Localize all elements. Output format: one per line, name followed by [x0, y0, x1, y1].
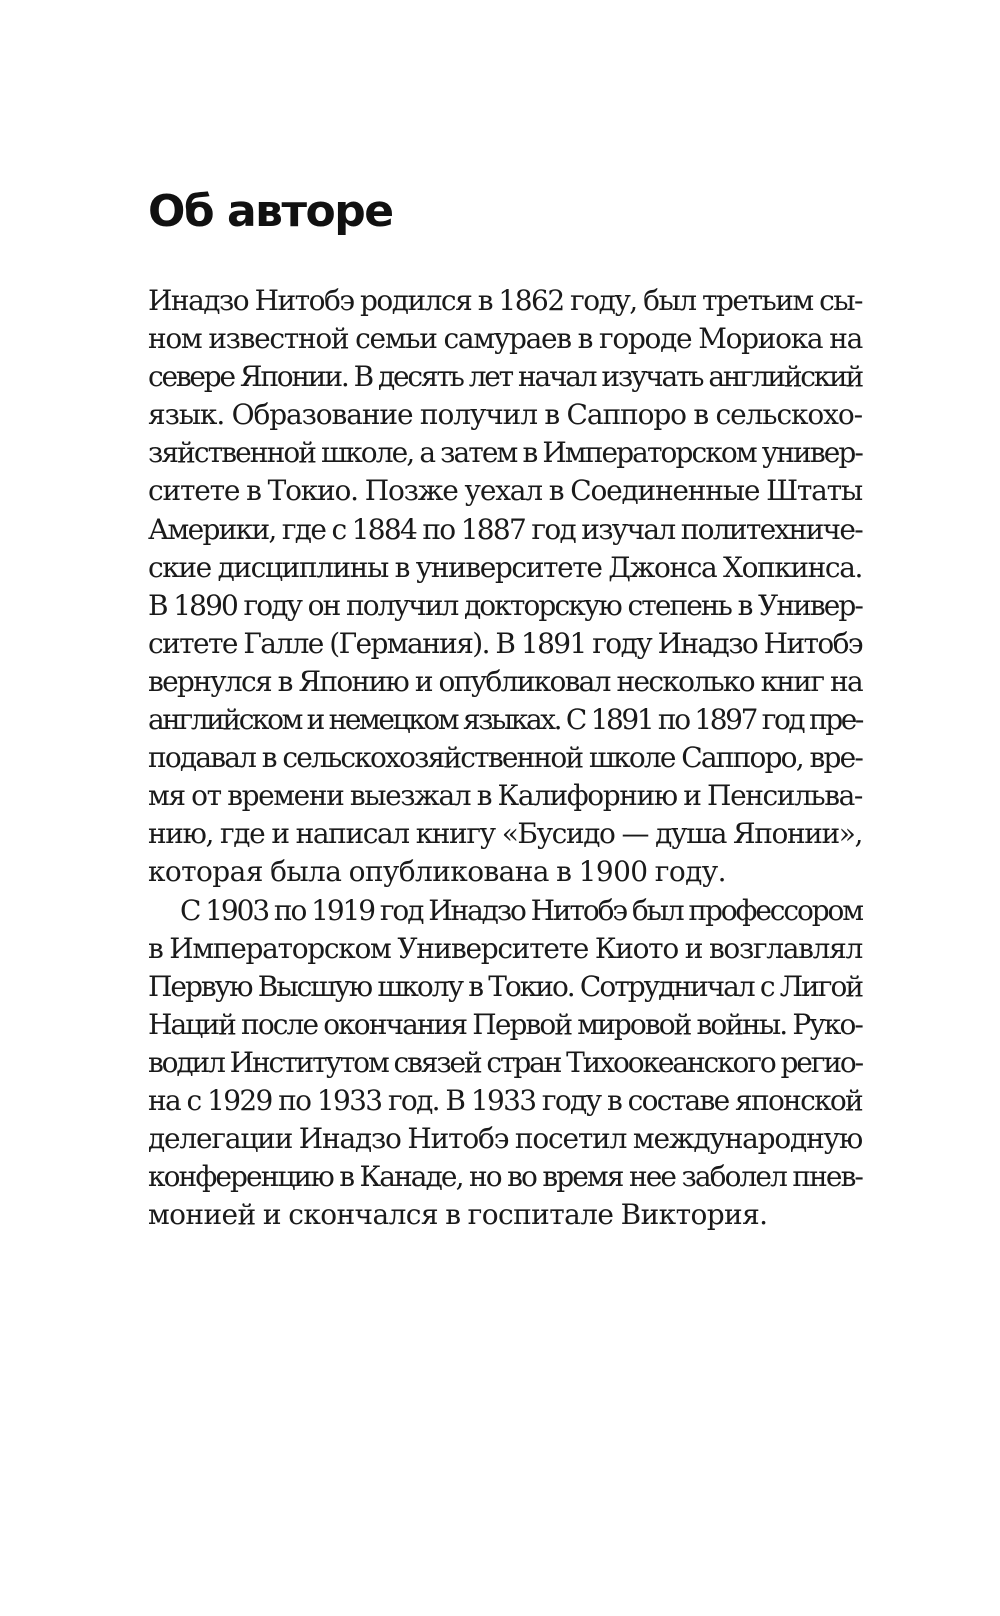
text-line: ситете Галле (Германия). В 1891 году Инадзо Нитобэ: [148, 626, 862, 660]
text-line: ном известной семьи самураев в городе Мориока на: [148, 322, 862, 356]
text-line: язык. Образование получил в Саппоро в сельскохо-: [148, 398, 862, 432]
text-line: зяйственной школе, а затем в Императорском универ-: [148, 436, 862, 470]
page-title: Об авторе: [148, 186, 393, 237]
text-line: вернулся в Японию и опубликовал несколько книг на: [148, 664, 862, 698]
text-line: конференцию в Канаде, но во время нее заболел пнев-: [148, 1160, 862, 1194]
text-line: севере Японии. В десять лет начал изучать английский: [148, 360, 862, 394]
text-line: монией и скончался в госпитале Виктория.: [148, 1198, 768, 1232]
text-line: В 1890 году он получил докторскую степень в Универ-: [148, 588, 862, 622]
about-author-text: [148, 282, 862, 1234]
text-line: ситете в Токио. Позже уехал в Соединенные Штаты: [148, 474, 862, 508]
text-line: Америки, где с 1884 по 1887 год изучал политехниче-: [148, 512, 862, 546]
text-line: подавал в сельскохозяйственной школе Саппоро, вре-: [148, 741, 862, 775]
text-line: Наций после окончания Первой мировой войны. Руко-: [148, 1007, 862, 1041]
text-line: делегации Инадзо Нитобэ посетил международную: [148, 1122, 862, 1156]
text-line: на с 1929 по 1933 год. В 1933 году в составе японской: [148, 1083, 862, 1117]
text-line: водил Институтом связей стран Тихоокеанского регио-: [148, 1045, 862, 1079]
text-line: ские дисциплины в университете Джонса Хопкинса.: [148, 550, 862, 584]
text-line: английском и немецком языках. С 1891 по 1897 год пре-: [148, 703, 862, 737]
text-line: Первую Высшую школу в Токио. Сотрудничал с Лигой: [148, 969, 862, 1003]
text-line: Инадзо Нитобэ родился в 1862 году, был третьим сы-: [148, 284, 862, 317]
text-line: С 1903 по 1919 год Инадзо Нитобэ был профессором: [180, 893, 862, 927]
text-line: в Императорском Университете Киото и возглавлял: [148, 931, 862, 965]
text-line: нию, где и написал книгу «Бусидо — душа Японии»,: [148, 817, 862, 851]
text-line: мя от времени выезжал в Калифорнию и Пенсильва-: [148, 779, 862, 813]
text-line: которая была опубликована в 1900 году.: [148, 855, 726, 889]
